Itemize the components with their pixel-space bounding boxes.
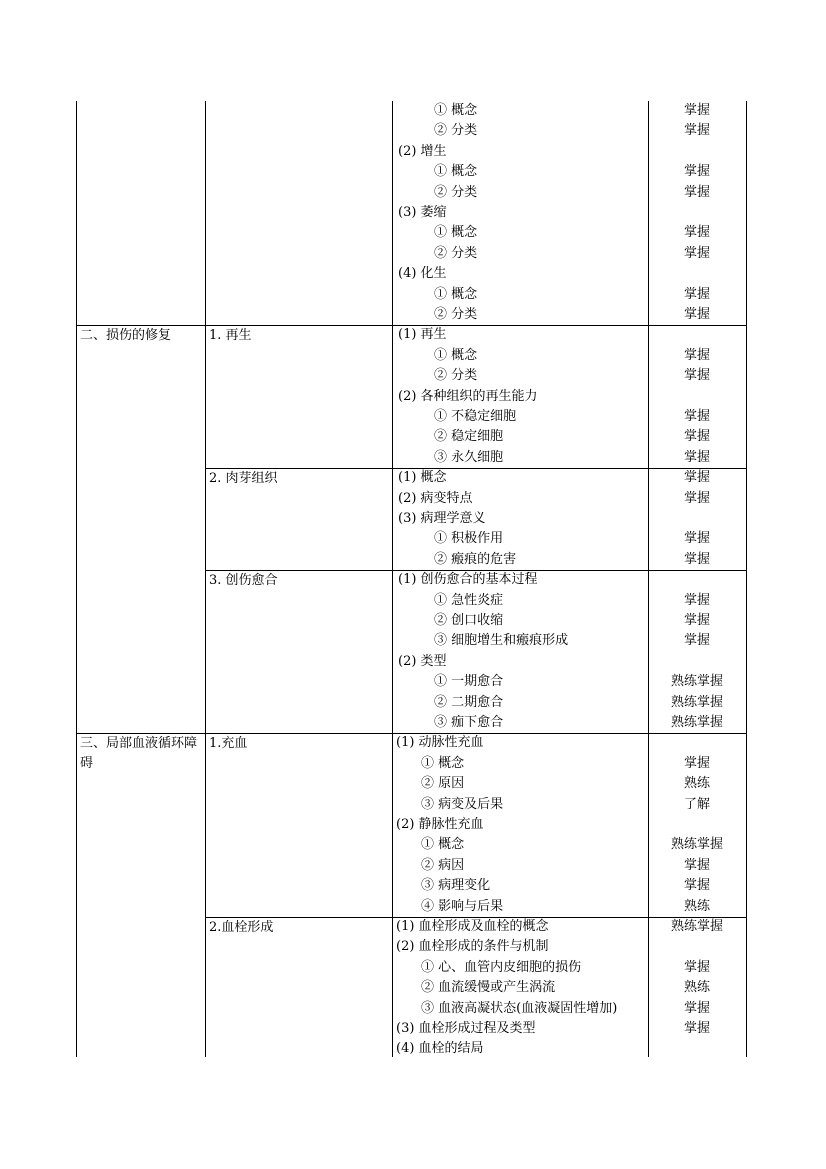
- item-text: (2) 静脉性充血: [396, 817, 484, 832]
- mastery-level: 掌握: [683, 449, 710, 465]
- item-text: ① 积极作用: [434, 531, 504, 547]
- mastery-level: 掌握: [683, 245, 710, 261]
- mastery-level: 熟练: [683, 980, 710, 996]
- mastery-level: 掌握: [683, 184, 710, 200]
- mastery-level: 掌握: [683, 225, 710, 241]
- outline-row: [76, 978, 746, 998]
- mastery-level: 掌握: [683, 755, 710, 771]
- mastery-level: 掌握: [683, 551, 710, 567]
- mastery-level: 掌握: [683, 103, 710, 118]
- subsection-title: 2. 肉芽组织: [209, 471, 278, 487]
- outline-row: [76, 917, 746, 937]
- item-text: ① 心、血管内皮细胞的损伤: [421, 959, 582, 975]
- mastery-level: 熟练掌握: [670, 837, 723, 853]
- mastery-level: 掌握: [683, 429, 710, 445]
- mastery-level: 掌握: [683, 613, 710, 628]
- mastery-level: 熟练: [683, 776, 710, 792]
- outline-row: [76, 529, 746, 549]
- outline-row: [76, 427, 746, 447]
- item-text: ② 分类: [434, 307, 478, 322]
- item-text: (3) 萎缩: [398, 205, 447, 220]
- item-text: ③ 痂下愈合: [434, 715, 504, 730]
- mastery-level: 掌握: [683, 164, 710, 180]
- outline-row: [76, 1019, 746, 1039]
- mastery-level: 熟练掌握: [670, 715, 723, 730]
- subsection-title: 2.血栓形成: [209, 920, 274, 935]
- item-text: ② 分类: [434, 245, 478, 261]
- item-text: ① 一期愈合: [434, 674, 504, 690]
- item-text: (1) 创伤愈合的基本过程: [398, 572, 538, 588]
- outline-row: [76, 305, 746, 325]
- outline-row: [76, 672, 746, 692]
- outline-row: [76, 570, 746, 590]
- mastery-level: 熟练掌握: [670, 694, 723, 710]
- outline-row: [76, 101, 746, 121]
- outline-row: [76, 366, 746, 386]
- mastery-level: 掌握: [683, 368, 710, 384]
- outline-row: [76, 407, 746, 427]
- outline-row: [76, 121, 746, 141]
- outline-row: [76, 509, 746, 529]
- item-text: (2) 增生: [398, 143, 447, 159]
- outline-row: [76, 897, 746, 917]
- item-text: (1) 再生: [398, 327, 447, 343]
- item-text: ② 瘢痕的危害: [434, 551, 517, 567]
- outline-row: [76, 244, 746, 264]
- item-text: ② 分类: [434, 184, 478, 200]
- outline-row: [76, 774, 746, 794]
- mastery-level: 掌握: [683, 592, 710, 608]
- item-text: ② 原因: [421, 776, 465, 792]
- item-text: ② 病因: [421, 857, 465, 873]
- outline-row: [76, 652, 746, 672]
- outline-row: [76, 876, 746, 896]
- item-text: ① 不稳定细胞: [434, 409, 517, 424]
- mastery-level: 掌握: [683, 857, 710, 873]
- outline-row: [76, 999, 746, 1019]
- item-text: ② 二期愈合: [434, 694, 504, 710]
- item-text: ① 概念: [434, 347, 478, 363]
- outline-row: [76, 713, 746, 733]
- subsection-title: 1.充血: [209, 736, 248, 752]
- section-title: 三、局部血液循环障碍: [80, 736, 198, 772]
- item-text: ③ 病理变化: [421, 878, 491, 894]
- item-text: (3) 血栓形成过程及类型: [396, 1021, 536, 1036]
- mastery-level: 熟练: [683, 898, 710, 914]
- item-text: ② 稳定细胞: [434, 429, 504, 445]
- mastery-level: 掌握: [683, 531, 710, 547]
- mastery-level: 掌握: [683, 1021, 710, 1036]
- mastery-level: 掌握: [683, 1000, 710, 1016]
- outline-row: [76, 346, 746, 366]
- item-text: (3) 病理学意义: [398, 511, 486, 526]
- item-text: (2) 血栓形成的条件与机制: [396, 939, 549, 955]
- item-text: ③ 永久细胞: [434, 449, 504, 465]
- outline-table: [76, 101, 746, 1057]
- item-text: ① 概念: [421, 837, 465, 853]
- outline-row: [76, 162, 746, 182]
- mastery-level: 掌握: [683, 633, 710, 649]
- mastery-level: 熟练掌握: [670, 674, 723, 690]
- outline-row: [76, 856, 746, 876]
- outline-row: [76, 631, 746, 651]
- outline-row: [76, 285, 746, 305]
- item-text: ① 概念: [434, 164, 478, 180]
- outline-row: [76, 468, 746, 488]
- outline-row: [76, 958, 746, 978]
- item-text: ① 概念: [434, 103, 478, 118]
- item-text: ① 概念: [421, 755, 465, 771]
- mastery-level: 熟练掌握: [670, 919, 723, 934]
- outline-row: [76, 611, 746, 631]
- outline-row: [76, 203, 746, 223]
- mastery-level: 掌握: [683, 409, 710, 424]
- item-text: ③ 血液高凝状态(血液凝固性增加): [421, 1000, 618, 1016]
- outline-row: [76, 937, 746, 957]
- mastery-level: 掌握: [683, 286, 710, 302]
- outline-row: [76, 815, 746, 835]
- outline-row: [76, 550, 746, 570]
- mastery-level: 掌握: [683, 123, 710, 139]
- mastery-level: 了解: [683, 796, 710, 812]
- item-text: ② 血流缓慢或产生涡流: [421, 980, 556, 996]
- outline-row: [76, 264, 746, 284]
- mastery-level: 掌握: [683, 470, 710, 486]
- mastery-level: 掌握: [683, 878, 710, 894]
- outline-row: [76, 835, 746, 855]
- outline-row: [76, 1039, 746, 1059]
- item-text: (1) 血栓形成及血栓的概念: [396, 919, 549, 934]
- column-divider: [746, 101, 747, 1057]
- mastery-level: 掌握: [683, 959, 710, 975]
- mastery-level: 掌握: [683, 490, 710, 506]
- item-text: ① 急性炎症: [434, 592, 504, 608]
- outline-row: [76, 591, 746, 611]
- outline-row: [76, 223, 746, 243]
- outline-row: [76, 183, 746, 203]
- item-text: ② 分类: [434, 123, 478, 139]
- item-text: (1) 动脉性充血: [396, 735, 484, 751]
- item-text: ① 概念: [434, 225, 478, 241]
- mastery-level: 掌握: [683, 307, 710, 322]
- outline-row: [76, 448, 746, 468]
- outline-row: [76, 795, 746, 815]
- item-text: (2) 类型: [398, 653, 447, 669]
- outline-row: [76, 142, 746, 162]
- item-text: (2) 各种组织的再生能力: [398, 388, 538, 404]
- item-text: ③ 细胞增生和瘢痕形成: [434, 633, 569, 649]
- item-text: (4) 血栓的结局: [396, 1041, 484, 1057]
- mastery-level: 掌握: [683, 347, 710, 363]
- section-title: 二、损伤的修复: [80, 328, 172, 344]
- item-text: (4) 化生: [398, 266, 447, 282]
- item-text: ① 概念: [434, 286, 478, 302]
- outline-row: [76, 489, 746, 509]
- item-text: ② 创口收缩: [434, 613, 504, 628]
- item-text: ③ 病变及后果: [421, 796, 504, 812]
- item-text: ④ 影响与后果: [421, 898, 504, 914]
- item-text: ② 分类: [434, 368, 478, 384]
- item-text: (1) 概念: [398, 470, 447, 486]
- outline-row: [76, 693, 746, 713]
- item-text: (2) 病变特点: [398, 490, 473, 506]
- outline-row: [76, 387, 746, 407]
- subsection-title: 1. 再生: [209, 328, 252, 344]
- subsection-title: 3. 创伤愈合: [209, 573, 278, 589]
